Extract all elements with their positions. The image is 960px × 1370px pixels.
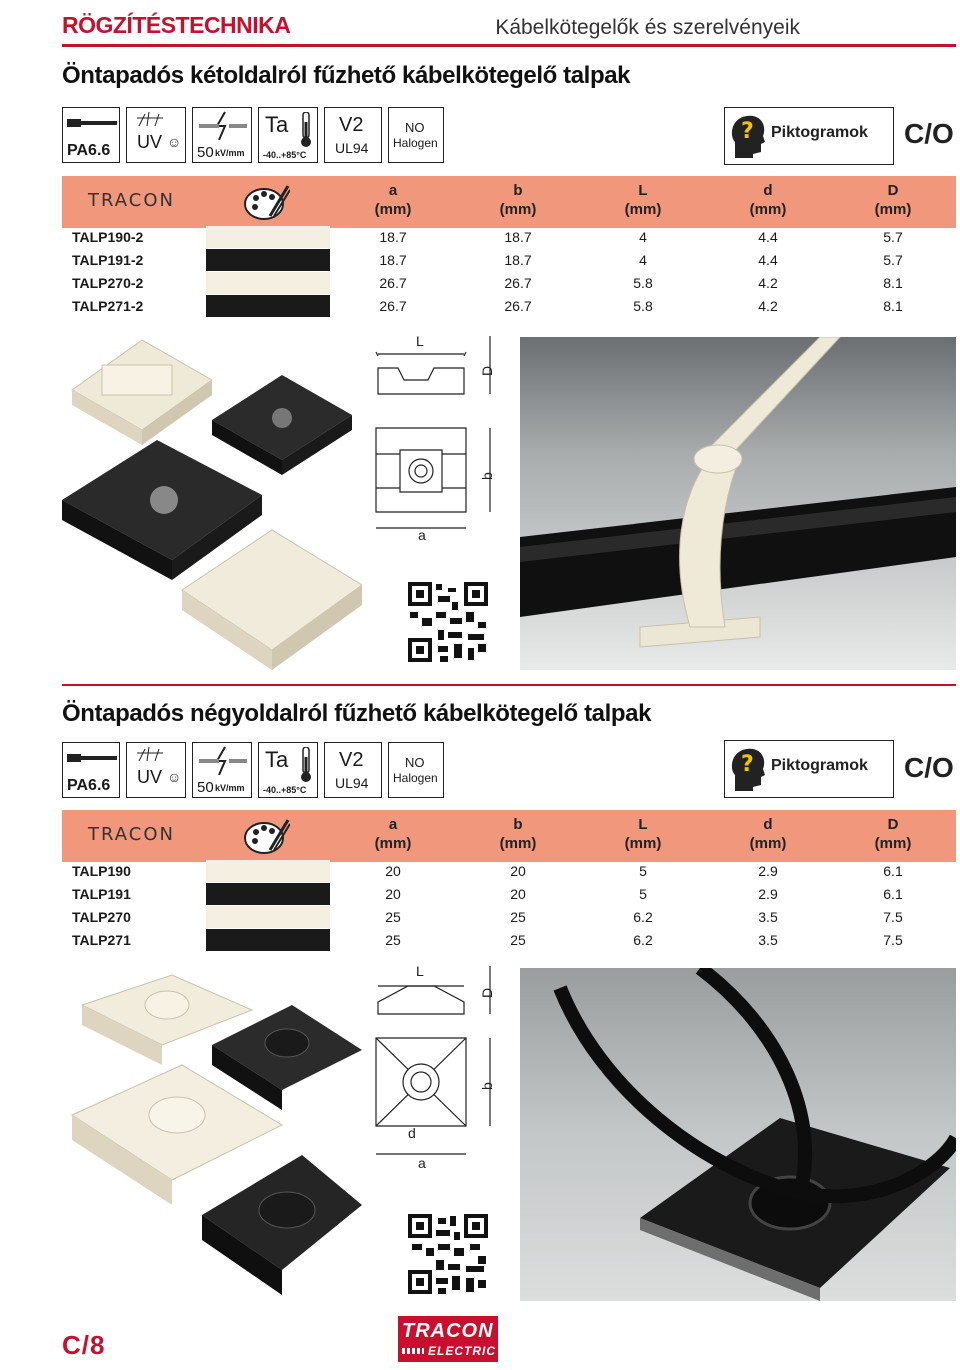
product-code: TALP190-2 bbox=[72, 229, 144, 245]
value-b: 18.7 bbox=[504, 252, 532, 268]
temperature-range: -40..+85°C bbox=[263, 785, 307, 795]
value-b: 18.7 bbox=[504, 229, 532, 245]
flame-class: V2 bbox=[339, 114, 364, 136]
value-a: 18.7 bbox=[379, 252, 407, 268]
value-L: 6.2 bbox=[633, 932, 653, 948]
cable-tie-icon bbox=[67, 116, 117, 130]
footer-logo-top: TRACON bbox=[402, 1320, 494, 1342]
value-d: 4.2 bbox=[758, 275, 778, 291]
product-code: TALP271-2 bbox=[72, 298, 144, 314]
value-D: 8.1 bbox=[883, 275, 903, 291]
header-divider bbox=[62, 44, 956, 47]
tracon-electric-logo bbox=[398, 1316, 498, 1362]
dim-b: b bbox=[479, 472, 495, 480]
dielectric-pictogram bbox=[192, 742, 252, 798]
section-2-title: Öntapadós négyoldalról fűzhető kábelkötegelő talpak bbox=[62, 700, 652, 727]
temperature-pictogram bbox=[258, 742, 318, 798]
smiley-icon: ☺ bbox=[167, 134, 182, 150]
dim-L: L bbox=[416, 333, 424, 349]
value-b: 20 bbox=[510, 886, 526, 902]
value-a: 20 bbox=[385, 863, 401, 879]
dim-D: D bbox=[479, 987, 495, 998]
head-question-icon bbox=[729, 112, 767, 160]
co-label: C/O bbox=[904, 752, 954, 783]
black-mount-small bbox=[212, 1005, 362, 1110]
product-code: TALP271 bbox=[72, 932, 131, 948]
value-L: 4 bbox=[639, 229, 647, 245]
sun-rays-icon bbox=[135, 745, 165, 763]
value-b: 25 bbox=[510, 909, 526, 925]
dielectric-unit: kV/mm bbox=[215, 148, 245, 158]
value-d: 4.4 bbox=[758, 252, 778, 268]
dim-a: a bbox=[418, 1155, 426, 1171]
product-code: TALP190 bbox=[72, 863, 131, 879]
col-b-header: b (mm) bbox=[499, 182, 537, 218]
value-d: 4.2 bbox=[758, 298, 778, 314]
value-D: 5.7 bbox=[883, 229, 903, 245]
dielectric-value: 50 bbox=[197, 144, 214, 161]
black-mount-small bbox=[212, 375, 352, 475]
halogen-label: Halogen bbox=[393, 771, 438, 785]
value-a: 26.7 bbox=[379, 298, 407, 314]
uv-label: UV bbox=[137, 767, 163, 787]
uv-pictogram bbox=[126, 742, 186, 798]
value-L: 4 bbox=[639, 252, 647, 268]
tracon-band-logo: TRACON bbox=[88, 824, 175, 845]
uv-pictogram bbox=[126, 107, 186, 163]
sun-rays-icon bbox=[135, 110, 165, 128]
col-L-header: L (mm) bbox=[624, 816, 662, 852]
svg-text:?: ? bbox=[741, 752, 754, 777]
footer-logo-dashes bbox=[402, 1348, 424, 1354]
flame-class: V2 bbox=[339, 749, 364, 771]
black-mount-large bbox=[202, 1155, 362, 1295]
section-brand-heading: RÖGZÍTÉSTECHNIKA bbox=[62, 12, 291, 38]
flame-class-pictogram bbox=[324, 107, 382, 163]
product-code: TALP191 bbox=[72, 886, 131, 902]
halogen-no: NO bbox=[405, 755, 425, 770]
value-b: 25 bbox=[510, 932, 526, 948]
halogen-label: Halogen bbox=[393, 136, 438, 150]
col-D-header: D (mm) bbox=[874, 182, 912, 218]
color-swatch bbox=[206, 906, 330, 928]
thermometer-icon bbox=[299, 747, 313, 783]
value-b: 26.7 bbox=[504, 298, 532, 314]
category-subtitle: Kábelkötegelők és szerelvényeik bbox=[495, 16, 800, 39]
flame-class-pictogram bbox=[324, 742, 382, 798]
technical-drawing-4way bbox=[368, 962, 508, 1172]
value-L: 5 bbox=[639, 863, 647, 879]
dielectric-pictogram bbox=[192, 107, 252, 163]
color-swatch bbox=[206, 929, 330, 951]
value-d: 3.5 bbox=[758, 909, 778, 925]
piktogramok-box bbox=[724, 107, 894, 165]
material-label: PA6.6 bbox=[67, 777, 111, 794]
page-number: C/8 bbox=[62, 1330, 106, 1360]
col-d-header: d (mm) bbox=[749, 182, 787, 218]
value-a: 18.7 bbox=[379, 229, 407, 245]
col-L-header: L (mm) bbox=[624, 182, 662, 218]
value-L: 5.8 bbox=[633, 275, 653, 291]
footer-logo-bottom: ELECTRIC bbox=[428, 1344, 496, 1358]
value-D: 7.5 bbox=[883, 932, 903, 948]
halogen-pictogram bbox=[388, 107, 444, 163]
value-d: 3.5 bbox=[758, 932, 778, 948]
dielectric-value: 50 bbox=[197, 779, 214, 796]
dim-L: L bbox=[416, 963, 424, 979]
piktogramok-label: Piktogramok bbox=[771, 757, 868, 774]
tracon-band-logo: TRACON bbox=[88, 190, 175, 211]
dim-a: a bbox=[418, 527, 426, 540]
material-pictogram bbox=[62, 107, 120, 163]
dim-b: b bbox=[479, 1082, 495, 1090]
product-image-mounts-2way bbox=[62, 330, 362, 680]
color-swatch bbox=[206, 226, 330, 248]
halogen-pictogram bbox=[388, 742, 444, 798]
section-divider bbox=[62, 684, 956, 686]
value-a: 26.7 bbox=[379, 275, 407, 291]
col-b-header: b (mm) bbox=[499, 816, 537, 852]
temperature-symbol: Ta bbox=[265, 112, 289, 137]
col-a-header: a (mm) bbox=[374, 182, 412, 218]
section-1-title: Öntapadós kétoldalról fűzhető kábelkötegelő talpak bbox=[62, 62, 631, 89]
value-D: 6.1 bbox=[883, 863, 903, 879]
value-a: 25 bbox=[385, 909, 401, 925]
color-swatch bbox=[206, 272, 330, 294]
color-swatch bbox=[206, 883, 330, 905]
uv-label: UV bbox=[137, 132, 163, 152]
material-label: PA6.6 bbox=[67, 142, 111, 159]
value-b: 20 bbox=[510, 863, 526, 879]
col-a-header: a (mm) bbox=[374, 816, 412, 852]
dim-D: D bbox=[479, 365, 495, 376]
product-code: TALP270 bbox=[72, 909, 131, 925]
dielectric-unit: kV/mm bbox=[215, 783, 245, 793]
color-swatch bbox=[206, 249, 330, 271]
value-L: 6.2 bbox=[633, 909, 653, 925]
value-b: 26.7 bbox=[504, 275, 532, 291]
palette-icon bbox=[244, 182, 290, 222]
value-D: 8.1 bbox=[883, 298, 903, 314]
white-mount-small bbox=[72, 340, 212, 445]
qr-code-2[interactable] bbox=[408, 1214, 488, 1294]
value-a: 20 bbox=[385, 886, 401, 902]
co-label: C/O bbox=[904, 118, 954, 149]
product-code: TALP191-2 bbox=[72, 252, 144, 268]
lightning-icon bbox=[197, 745, 249, 775]
material-pictogram bbox=[62, 742, 120, 798]
product-photo-4way bbox=[520, 968, 956, 1301]
piktogramok-box bbox=[724, 740, 894, 798]
temperature-range: -40..+85°C bbox=[263, 150, 307, 160]
dim-d: d bbox=[408, 1125, 416, 1141]
piktogramok-label: Piktogramok bbox=[771, 124, 868, 141]
product-code: TALP270-2 bbox=[72, 275, 144, 291]
technical-drawing-2way bbox=[368, 332, 508, 540]
smiley-icon: ☺ bbox=[167, 769, 182, 785]
halogen-no: NO bbox=[405, 120, 425, 135]
col-D-header: D (mm) bbox=[874, 816, 912, 852]
palette-icon bbox=[244, 816, 290, 856]
value-L: 5.8 bbox=[633, 298, 653, 314]
flame-standard: UL94 bbox=[335, 140, 369, 156]
thermometer-icon bbox=[299, 112, 313, 148]
qr-code-1[interactable] bbox=[408, 582, 488, 662]
product-photo-2way bbox=[520, 337, 956, 670]
value-d: 2.9 bbox=[758, 863, 778, 879]
lightning-icon bbox=[197, 110, 249, 140]
value-d: 4.4 bbox=[758, 229, 778, 245]
color-swatch bbox=[206, 295, 330, 317]
value-D: 6.1 bbox=[883, 886, 903, 902]
value-D: 5.7 bbox=[883, 252, 903, 268]
product-image-mounts-4way bbox=[62, 965, 362, 1305]
svg-text:?: ? bbox=[741, 119, 754, 144]
temperature-symbol: Ta bbox=[265, 747, 289, 772]
color-swatch bbox=[206, 860, 330, 882]
flame-standard: UL94 bbox=[335, 775, 369, 791]
temperature-pictogram bbox=[258, 107, 318, 163]
value-L: 5 bbox=[639, 886, 647, 902]
head-question-icon bbox=[729, 745, 767, 793]
value-a: 25 bbox=[385, 932, 401, 948]
value-D: 7.5 bbox=[883, 909, 903, 925]
value-d: 2.9 bbox=[758, 886, 778, 902]
col-d-header: d (mm) bbox=[749, 816, 787, 852]
cable-tie-icon bbox=[67, 751, 117, 765]
